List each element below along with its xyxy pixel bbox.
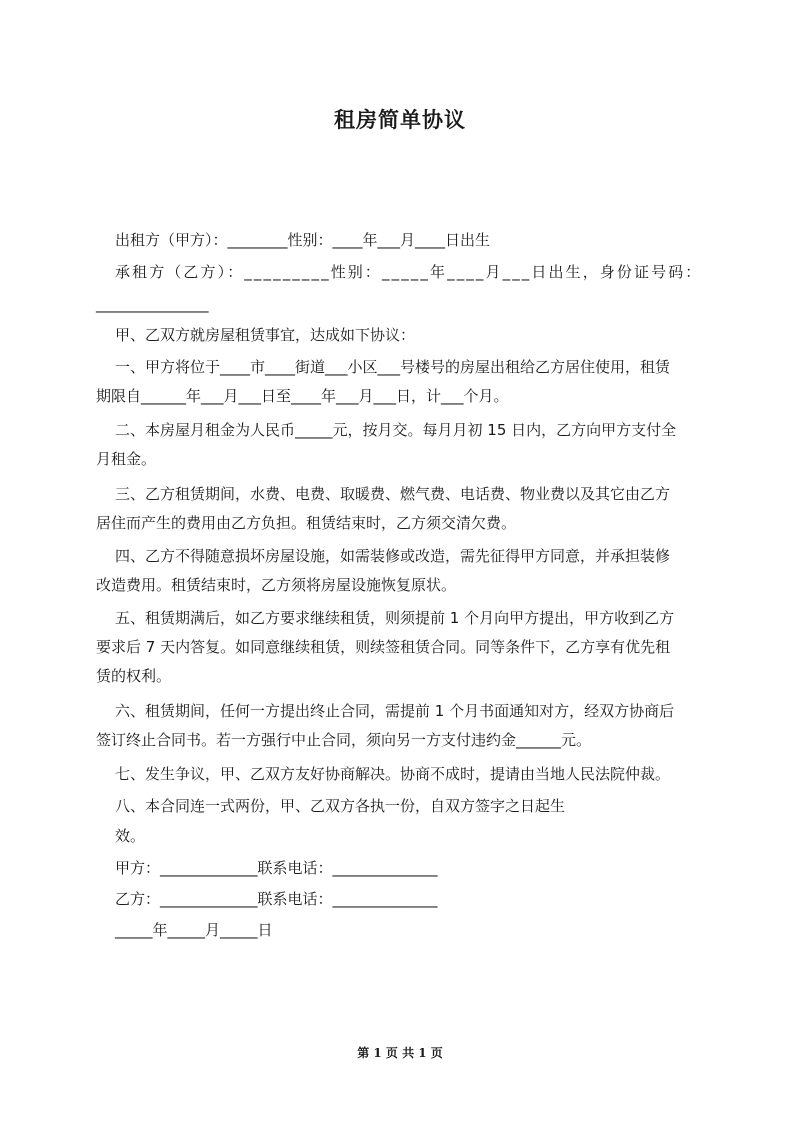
clause-5-line-2: 要求后 7 天内答复。如同意继续租赁，则续签租赁合同。同等条件下，乙方享有优先租 xyxy=(96,638,671,656)
clause-2-line-1: 二、本房屋月租金为人民币_____元，按月交。每月月初 15 日内，乙方向甲方支付全 xyxy=(115,421,677,439)
clause-8-line-1: 八、本合同连一式两份，甲、乙双方各执一份，自双方签字之日起生 xyxy=(115,797,566,815)
clause-2-line-2: 月租金。 xyxy=(96,450,157,468)
clause-1-line-1: 一、甲方将位于____市____街道___小区___号楼号的房屋出租给乙方居住使用，租赁 xyxy=(115,358,671,376)
clause-4-line-1: 四、乙方不得随意损坏房屋设施，如需装修或改造，需先征得甲方同意，并承担装修 xyxy=(115,547,671,565)
clause-5-line-1: 五、租赁期满后，如乙方要求继续租赁，则须提前 1 个月向甲方提出，甲方收到乙方 xyxy=(115,609,675,627)
signing-date-line: _____年_____月_____日 xyxy=(115,921,273,939)
clause-8-line-2: 效。 xyxy=(115,827,146,845)
party-a-signature-line: 甲方：_____________联系电话：______________ xyxy=(115,859,438,877)
party-b-line: 承租方（乙方）：_________性别：_____年____月___日出生，身份证号码： xyxy=(115,263,703,281)
clause-6-line-2: 签订终止合同书。若一方强行中止合同，须向另一方支付违约金______元。 xyxy=(96,731,592,749)
clause-1-line-2: 期限自______年___月___日至____年___月___日，计___个月。 xyxy=(96,387,509,405)
clause-3-line-1: 三、乙方租赁期间，水费、电费、取暖费、燃气费、电话费、物业费以及其它由乙方 xyxy=(115,485,671,503)
party-a-line: 出租方（甲方）：________性别：____年___月____日出生 xyxy=(115,231,491,249)
clause-6-line-1: 六、租赁期间，任何一方提出终止合同，需提前 1 个月书面通知对方，经双方协商后 xyxy=(115,702,675,720)
page-number: 第 1 页 共 1 页 xyxy=(357,1046,443,1060)
party-b-signature-line: 乙方：_____________联系电话：______________ xyxy=(115,890,438,908)
clause-4-line-2: 改造费用。租赁结束时，乙方须将房屋设施恢复原状。 xyxy=(96,576,457,594)
clause-7-line: 七、发生争议，甲、乙双方友好协商解决。协商不成时，提请由当地人民法院仲裁。 xyxy=(115,765,671,783)
id-number-blank: _______________ xyxy=(96,295,209,313)
clause-3-line-2: 居住而产生的费用由乙方负担。租赁结束时，乙方须交清欠费。 xyxy=(96,514,517,532)
document-title: 租房简单协议 xyxy=(334,108,466,132)
agreement-intro: 甲、乙双方就房屋租赁事宜，达成如下协议： xyxy=(115,326,416,344)
clause-5-line-3: 赁的权利。 xyxy=(96,667,172,685)
